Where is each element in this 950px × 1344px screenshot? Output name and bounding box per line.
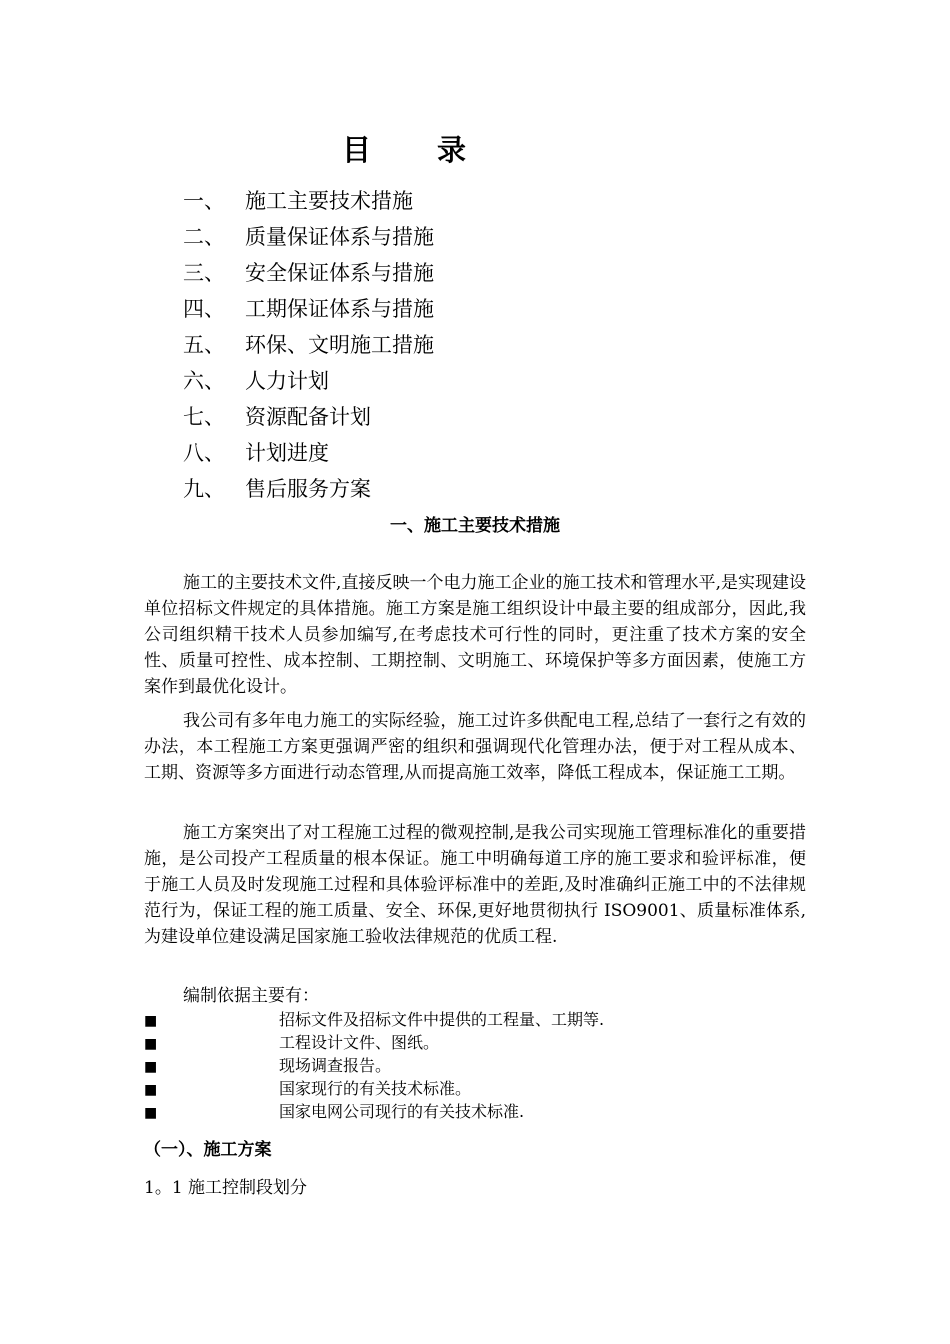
toc-item-number: 二、 (183, 225, 225, 249)
body-paragraph: 我公司有多年电力施工的实际经验，施工过许多供配电工程,总结了一套行之有效的办法，本工程施工方案更强调严密的组织和强调现代化管理办法，便于对工程从成本、工期、资源等多方面进行动态管理,从而提高施工效率，降低工程成本，保证施工工期。 (144, 711, 806, 783)
toc-item-number: 五、 (183, 333, 225, 357)
list-item-text: 国家现行的有关技术标准。 (279, 1079, 472, 1098)
toc-item-label: 质量保证体系与措施 (245, 225, 434, 249)
list-item (144, 1031, 604, 1054)
toc-item (183, 328, 434, 364)
square-bullet-icon: ■ (144, 1082, 158, 1098)
toc-item-label: 施工主要技术措施 (245, 189, 413, 213)
toc-item (183, 364, 434, 400)
toc-item-number: 八、 (183, 441, 225, 465)
toc-item-number: 三、 (183, 261, 225, 285)
body-paragraph: 施工的主要技术文件,直接反映一个电力施工企业的施工技术和管理水平,是实现建设单位招标文件规定的具体措施。施工方案是施工组织设计中最主要的组成部分，因此,我公司组织精干技术人员参加编写,在考虑技术可行性的同时，更注重了技术方案的安全性、质量可控性、成本控制、工期控制、文明施工、环境保护等多方面因素，使施工方案作到最优化设计。 (144, 573, 806, 697)
toc-item (183, 220, 434, 256)
toc-item-number: 四、 (183, 297, 225, 321)
subsection-heading: 1。1 施工控制段划分 (144, 1178, 308, 1198)
toc-item (183, 184, 434, 220)
list-item-text: 工程设计文件、图纸。 (279, 1033, 440, 1052)
toc-item-label: 环保、文明施工措施 (245, 333, 434, 357)
square-bullet-icon: ■ (144, 1013, 158, 1029)
list-item-text: 现场调查报告。 (279, 1056, 392, 1075)
toc-item-label: 售后服务方案 (245, 477, 371, 501)
basis-intro: 编制依据主要有： (183, 986, 319, 1006)
table-of-contents (183, 184, 434, 508)
toc-item (183, 256, 434, 292)
toc-item-label: 计划进度 (245, 441, 329, 465)
list-item (144, 1008, 604, 1031)
toc-title: 目 录 (341, 133, 495, 167)
toc-item-label: 人力计划 (245, 369, 329, 393)
toc-item-label: 资源配备计划 (245, 405, 371, 429)
list-item-text: 国家电网公司现行的有关技术标准. (279, 1102, 525, 1121)
square-bullet-icon: ■ (144, 1036, 158, 1052)
square-bullet-icon: ■ (144, 1059, 158, 1075)
toc-item-number: 九、 (183, 477, 225, 501)
toc-item-number: 一、 (183, 189, 225, 213)
list-item-text: 招标文件及招标文件中提供的工程量、工期等. (279, 1010, 605, 1029)
toc-item-label: 安全保证体系与措施 (245, 261, 434, 285)
list-item (144, 1054, 604, 1077)
toc-item-number: 七、 (183, 405, 225, 429)
sub-heading: （一）、施工方案 (144, 1140, 272, 1160)
toc-item-label: 工期保证体系与措施 (245, 297, 434, 321)
toc-item (183, 472, 434, 508)
toc-item (183, 292, 434, 328)
toc-item-number: 六、 (183, 369, 225, 393)
square-bullet-icon: ■ (144, 1105, 158, 1121)
basis-list (144, 1008, 604, 1123)
toc-item (183, 400, 434, 436)
list-item (144, 1077, 604, 1100)
section-heading: 一、施工主要技术措施 (390, 516, 560, 536)
toc-item (183, 436, 434, 472)
list-item (144, 1100, 604, 1123)
body-paragraph: 施工方案突出了对工程施工过程的微观控制,是我公司实现施工管理标准化的重要措施，是公司投产工程质量的根本保证。施工中明确每道工序的施工要求和验评标准，便于施工人员及时发现施工过程和具体验评标准中的差距,及时准确纠正施工中的不法律规范行为，保证工程的施工质量、安全、环保,更好地贯彻执行 ISO9001、质量标准体系,为建设单位建设满足国家施工验收法律规范的优质工程. (144, 823, 806, 947)
